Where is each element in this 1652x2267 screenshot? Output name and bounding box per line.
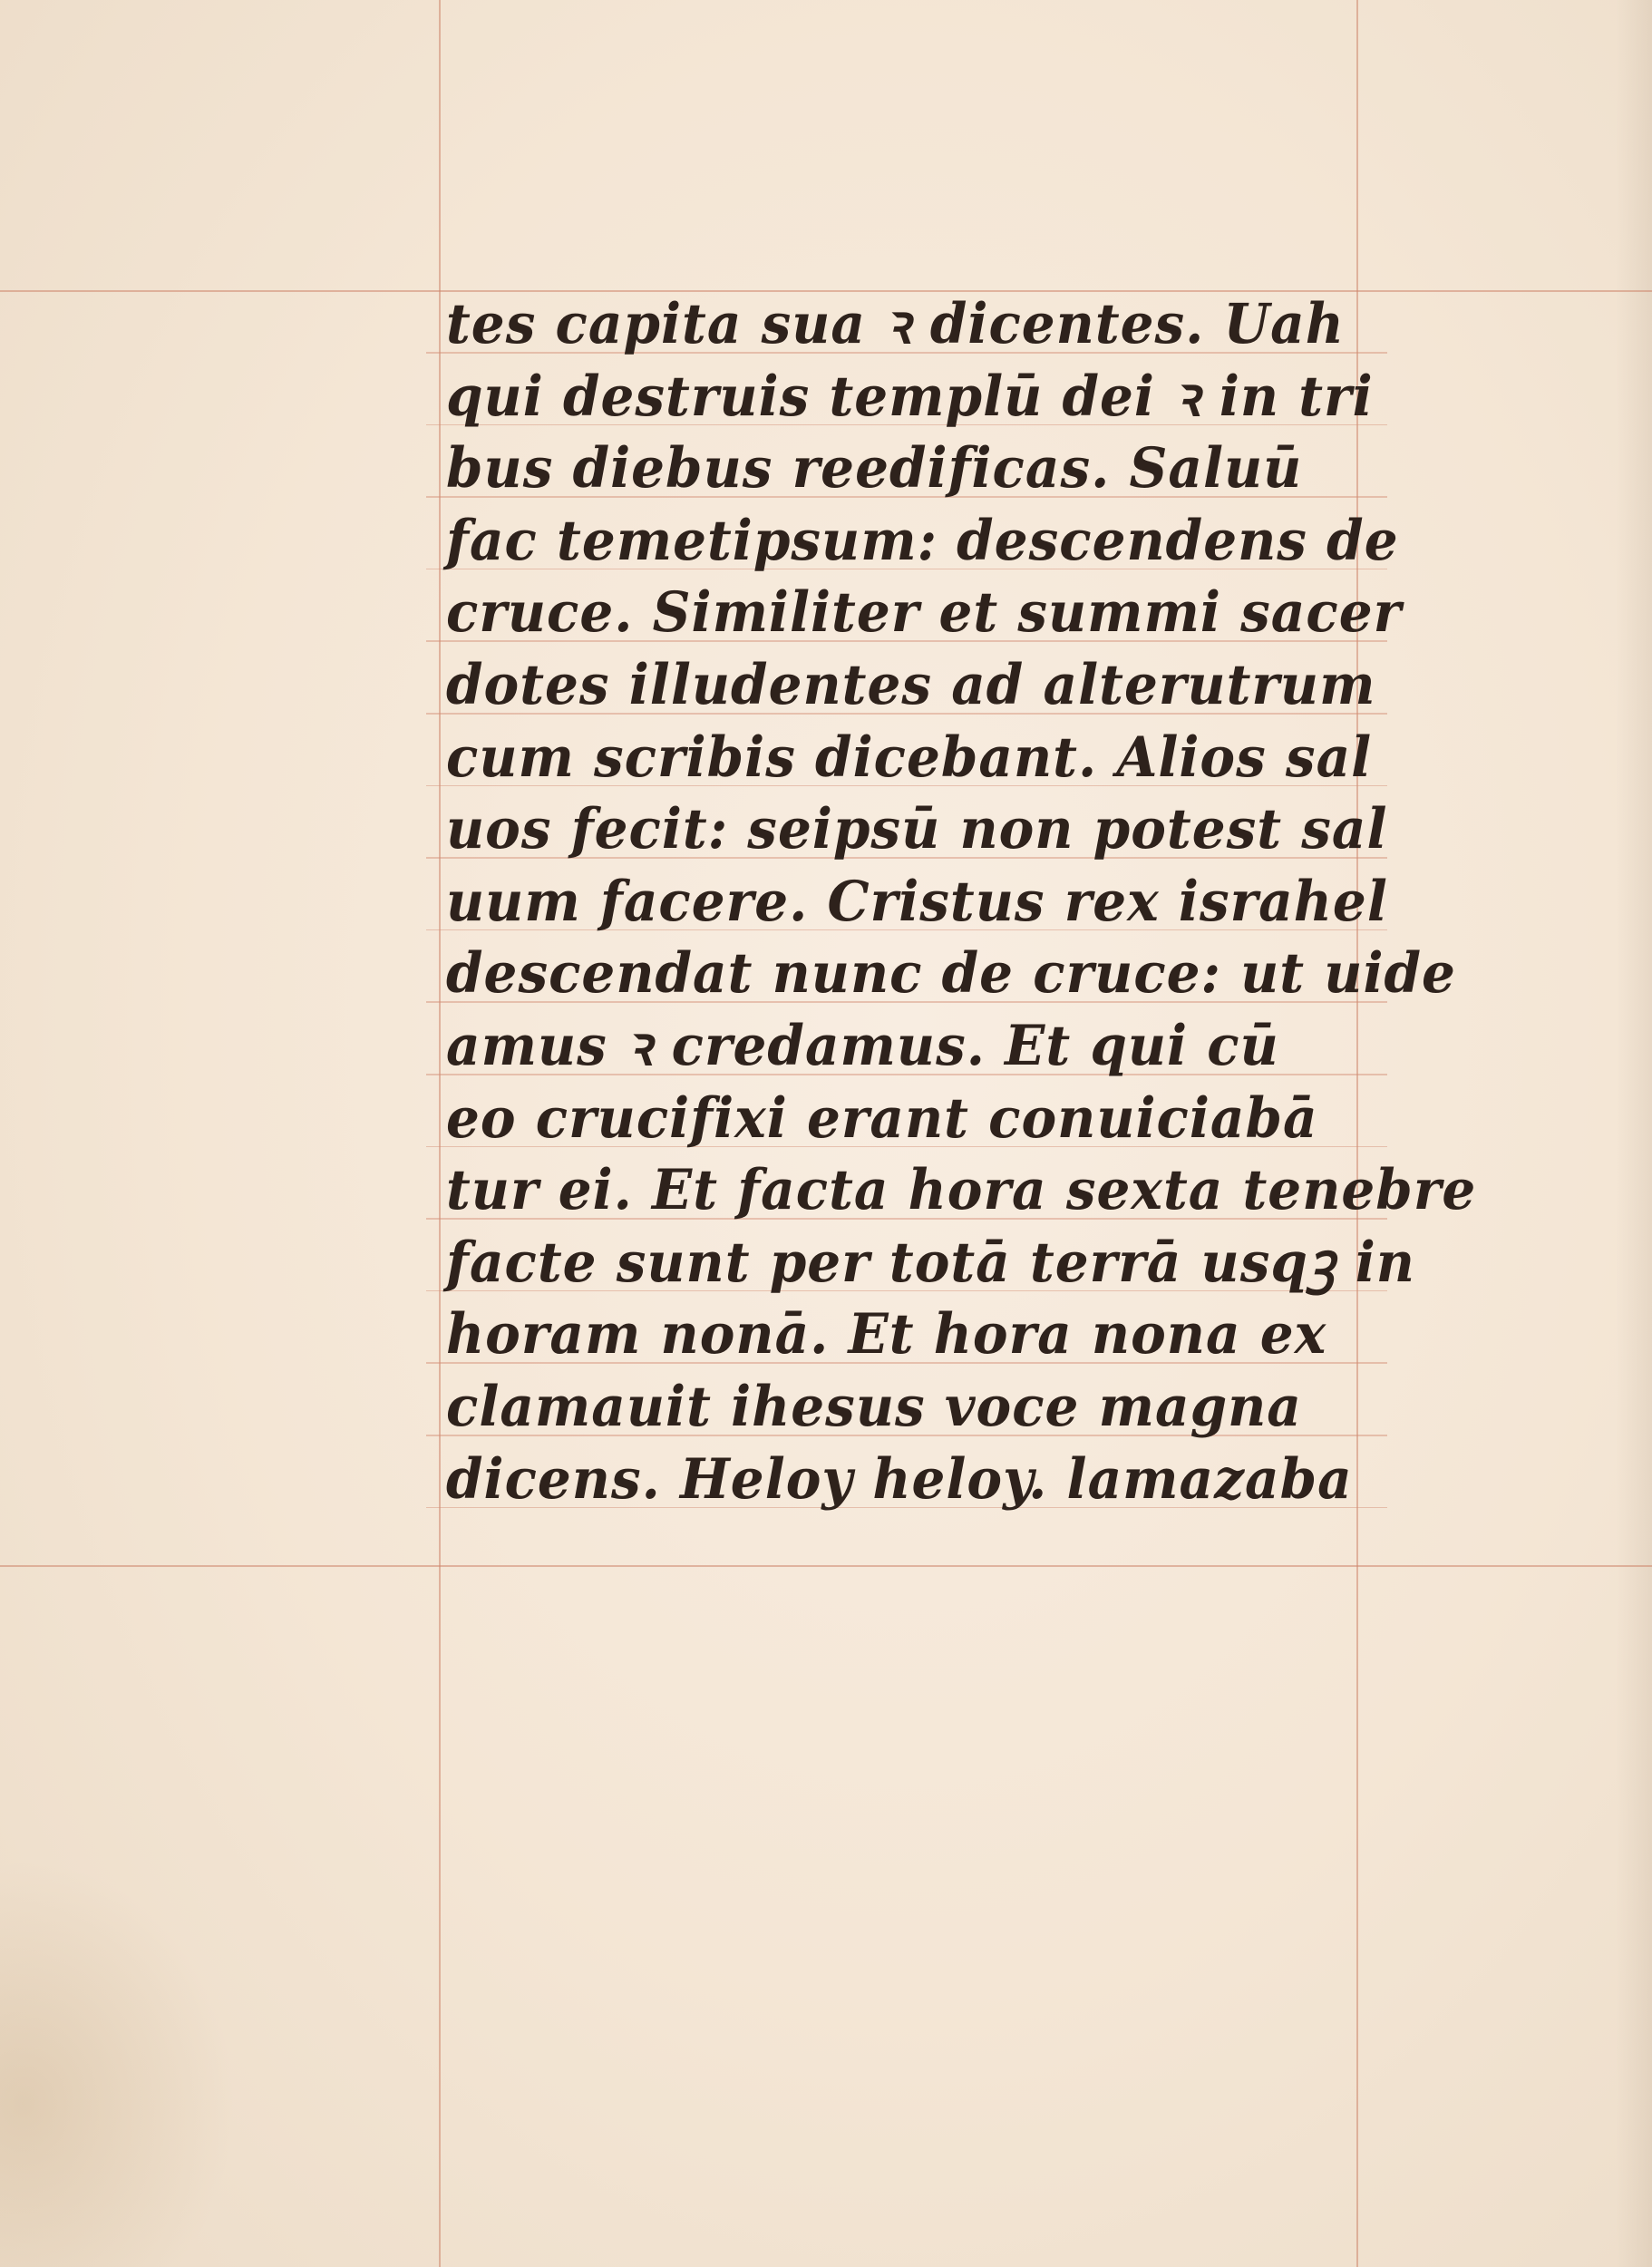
- text-line: uos fecit: seipsū non potest sal: [446, 796, 1388, 861]
- gutter-shadow: [1616, 0, 1652, 2267]
- text-line: tes capita sua ꝛ dicentes. Uah: [446, 291, 1345, 356]
- bottom-margin-rule: [0, 1565, 1652, 1567]
- text-line: bus diebus reedificas. Saluū: [446, 435, 1303, 501]
- text-line: dicens. Heloy heloy. lamazaba: [446, 1445, 1353, 1512]
- text-line: descendat nunc de cruce: ut uide: [446, 940, 1456, 1007]
- page-stain: [0, 1859, 236, 2267]
- text-line: eo crucifixi erant conuiciabā: [446, 1085, 1318, 1151]
- text-block: [446, 288, 1477, 1515]
- text-line: tur ei. Et facta hora sexta tenebre: [446, 1157, 1477, 1222]
- left-margin-rule: [439, 0, 441, 2267]
- text-line: facte sunt per totā terrā usqꝫ in: [446, 1229, 1415, 1295]
- text-line: fac temetipsum: descendens de: [446, 508, 1399, 573]
- text-line: dotes illudentes ad alterutrum: [446, 652, 1376, 717]
- text-line: cum scribis dicebant. Alios sal: [446, 724, 1373, 790]
- text-line: cruce. Similiter et summi sacer: [446, 579, 1403, 646]
- text-line: uum facere. Cristus rex israhel: [446, 869, 1388, 934]
- text-line: qui destruis templū dei ꝛ in tri: [446, 363, 1374, 429]
- text-line: clamauit ihesus voce magna: [446, 1374, 1302, 1439]
- text-line: horam nonā. Et hora nona ex: [446, 1301, 1327, 1367]
- text-line: amus ꝛ credamus. Et qui cū: [446, 1013, 1279, 1078]
